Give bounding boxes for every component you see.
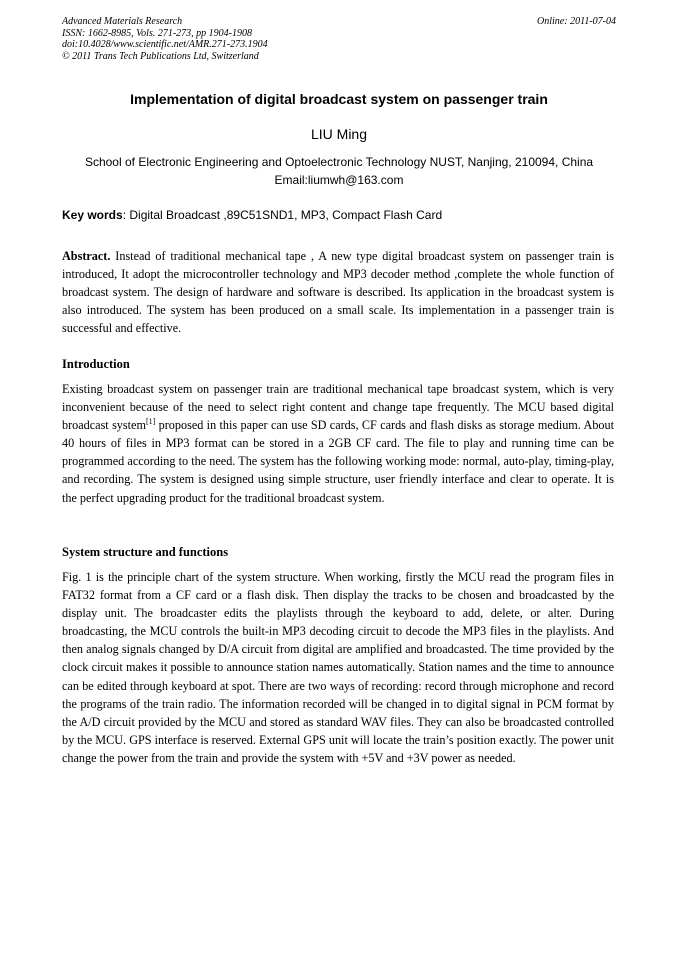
online-date: Online: 2011-07-04 [537,16,616,27]
abstract [62,247,614,337]
intro-text-2: proposed in this paper can use SD cards, CF cards and flash disks as storage medium. About 40 hours of files in MP3 format can be stored in a 2GB CF card. The file to play and running time can be programmed according to the need. The system has the following working mode: normal, auto-play, timing-play, and recording. The system is designed using simple structure, user friendly interface and clear to operate. It is the perfect upgrading product for the traditional broadcast system. [62,418,614,505]
journal-doi: doi:10.4028/www.scientific.net/AMR.271-273.1904 [62,39,268,50]
journal-copyright: © 2011 Trans Tech Publications Ltd, Switzerland [62,50,259,62]
author-name: LIU Ming [310,126,368,142]
journal-name: Advanced Materials Research [62,16,183,27]
affiliation: School of Electronic Engineering and Optoelectronic Technology NUST, Nanjing, 210094, China [84,155,594,169]
author-email: Email:liumwh@163.com [274,173,404,187]
affiliation-block [62,153,616,189]
citation-ref: [1] [145,417,156,427]
section-heading-introduction: Introduction [62,357,130,371]
abstract-text: Instead of traditional mechanical tape , A new type digital broadcast system on passenger train is introduced, It adopt the microcontroller technology and MP3 decoder method ,complete the whole function of broadcast system. The design of hardware and software is described. Its application in the broadcast system is also introduced. The system has been produced on a small scale. Its implementation in a passenger train is successful and effective. [62,249,614,336]
paper-title: Implementation of digital broadcast system on passenger train [130,91,548,107]
keywords-label: Key words [62,208,123,222]
introduction-paragraph [62,380,614,507]
journal-issn: ISSN: 1662-8985, Vols. 271-273, pp 1904-1908 [62,27,252,39]
system-paragraph: Fig. 1 is the principle chart of the system structure. When working, firstly the MCU read the program files in FAT32 format from a CF card or a flash disk. Then display the tracks to be chosen and broadcasted by the display unit. The broadcaster edits the playlists through the keyboard to add, delete, or alter. During broadcasting, the MCU controls the built-in MP3 decoding circuit to decode the MP3 files in the playlists. And then analog signals changed by D/A circuit from digital are amplified and broadcasted. The time provided by the clock circuit makes it possible to announce station names automatically. Station names and the time to announce can be edited through keyboard at spot. There are two ways of recording: record through microphone and record the programs of the train radio. The information recorded will be changed in to digital signal in PCM format by the A/D circuit provided by the MCU and stored as standard WAV files. They can also be broadcasted controlled by the MCU. GPS interface is reserved. External GPS unit will locate the train’s position exactly. The power unit change the power from the train and provide the system with +5V and +3V power as needed. [62,570,614,765]
section-heading-system: System structure and functions [62,545,229,559]
abstract-label: Abstract. [62,249,111,263]
keywords [62,208,616,222]
keywords-text: : Digital Broadcast ,89C51SND1, MP3, Compact Flash Card [122,208,443,222]
journal-header [62,16,616,62]
intro-text-1: Existing broadcast system on passenger train are traditional mechanical tape broadcast system, which is very inconvenient because of the need to select right content and change tape frequently. The MCU based digital broadcast system [62,382,614,433]
